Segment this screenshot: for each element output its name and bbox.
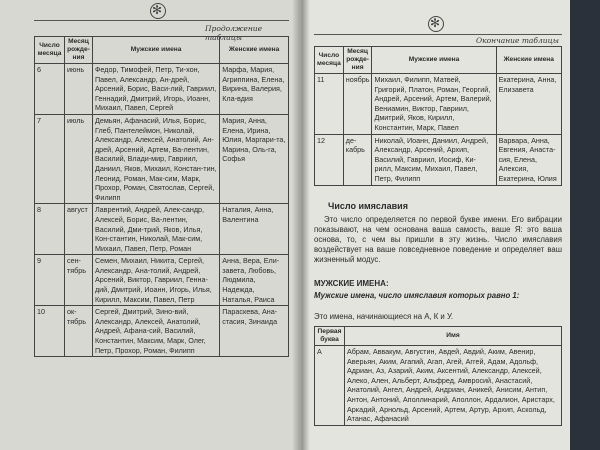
cell-month: июнь <box>64 64 92 115</box>
cell-male-names: Михаил, Филипп, Матвей, Григорий, Платон, Роман, Георгий, Андрей, Арсений, Артем, Валерий, Вениамин, Виктор, Гавриил, Дмитрий, Яков, Кирилл, Константин, Марк, Павел <box>372 74 496 135</box>
cell-male-names: Николай, Иоанн, Даниил, Андрей, Александр, Арсений, Архип, Василий, Гавриил, Иосиф, Ки-рилл, Максим, Михаил, Павел, Петр, Филипп <box>372 134 496 185</box>
table-row <box>35 114 289 203</box>
cell-male-names: Семен, Михаил, Никита, Сергей, Александр, Ана-толий, Андрей, Арсений, Виктор, Гавриил, Генна-дий, Дмитрий, Иоанн, Игорь, Илья, Кирилл, Максим, Павел, Петр <box>92 255 219 306</box>
cell-female-names: Марфа, Мария, Агриппина, Елена, Вирина, Валерия, Кла-вдия <box>220 64 289 115</box>
table-row <box>315 74 562 135</box>
cell-month: сен-тябрь <box>64 255 92 306</box>
table-header-row <box>315 327 562 346</box>
table-row <box>35 255 289 306</box>
cell-male-names: Федор, Тимофей, Петр, Ти-хон, Павел, Александр, Ан-дрей, Арсений, Борис, Васи-лий, Гавриил, Геннадий, Дмитрий, Игорь, Иоанн, Михаил, Павел, Сергей <box>92 64 219 115</box>
cell-male-names: Сергей, Дмитрий, Зино-вий, Александр, Алексей, Анатолий, Андрей, Афана-сий, Василий, Константин, Максим, Марк, Олег, Петр, Прохор, Роман, Филипп <box>92 306 219 357</box>
cell-month: июль <box>64 114 92 203</box>
cell-day: 7 <box>35 114 65 203</box>
letters-table <box>314 326 562 426</box>
header-month: Месяц рожде-ния <box>343 47 372 74</box>
header-day: Число месяца <box>35 37 65 64</box>
header-female: Женские имена <box>496 47 561 74</box>
cell-male-names: Лаврентий, Андрей, Алек-сандр, Алексей, Борис, Ва-лентин, Василий, Дми-трий, Яков, Илья, Кон-стантин, Николай, Мак-сим, Михаил, Павел, Петр, Роман <box>92 204 219 255</box>
table-row <box>35 64 289 115</box>
cell-female-names: Наталия, Анна, Валентина <box>220 204 289 255</box>
cell-month: ноябрь <box>343 74 372 135</box>
names-table-left <box>34 36 289 357</box>
cell-female-names: Параскева, Ана-стасия, Зинаида <box>220 306 289 357</box>
cell-female-names: Мария, Анна, Елена, Ирина, Юлия, Маргари-та, Марина, Оль-га, Софья <box>220 114 289 203</box>
header-day: Число месяца <box>315 47 344 74</box>
ornament-icon <box>428 16 444 32</box>
header-rule <box>314 34 562 35</box>
header-male: Мужские имена <box>92 37 219 64</box>
cell-female-names: Анна, Вера, Ели-завета, Любовь, Людмила, Надежда, Наталья, Раиса <box>220 255 289 306</box>
book-gutter <box>292 0 310 450</box>
subheading-italic: Мужские имена, число имяславия которых равно 1: <box>314 291 520 300</box>
cell-male-names: Демьян, Афанасий, Илья, Борис, Глеб, Пантелеймон, Николай, Александр, Алексей, Анатолий, Ан-дрей, Арсений, Артем, Ва-лентин, Василий, Влади-мир, Гавриил, Даниил, Яков, Михаил, Констан-тин, Леонид, Роман, Мак-сим, Марк, Прохор, Роман, Святослав, Сергей, Филипп <box>92 114 219 203</box>
table-row <box>35 204 289 255</box>
right-page <box>300 0 570 450</box>
cell-day: 6 <box>35 64 65 115</box>
cell-letter: А <box>315 346 345 426</box>
cell-day: 9 <box>35 255 65 306</box>
body-paragraph: Это число определяется по первой букве имени. Его вибрации показывают, на чем основана ваша самость, ваше Я: это ваша основа, то, с чем вы пришли в эту жизнь. Число имяславия воздействует на ваше повседневное поведение и определяет ваш жизненный модус. <box>314 215 562 264</box>
cell-names: Абрам, Аввакум, Августин, Авдей, Авдий, Аким, Авенир, Аверьян, Аким, Агапий, Агап, Агей, Аггей, Адам, Адольф, Адриан, Аз, Азарий, Аким, Аксентий, Александр, Алексей, Алеко, Ален, Альберт, Альфред, Амвросий, Анастасий, Анатолий, Ангел, Андрей, Андриан, Аникей, Анисим, Антип, Антон, Антоний, Аполлинарий, Аполлон, Ардалион, Аристарх, Аркадий, Арнольд, Арсений, Артем, Артур, Архип, Аскольд, Атанас, Афанасий <box>344 346 561 426</box>
table-header-row <box>35 37 289 64</box>
ornament-icon <box>150 3 166 19</box>
header-male: Мужские имена <box>372 47 496 74</box>
cell-day: 11 <box>315 74 344 135</box>
header-name: Имя <box>344 327 561 346</box>
table-caption: Продолжение таблицы <box>205 24 263 42</box>
table-row <box>315 134 562 185</box>
cell-month: август <box>64 204 92 255</box>
cell-female-names: Варвара, Анна, Евгения, Анаста-сия, Елена, Алексия, Екатерина, Юлия <box>496 134 561 185</box>
book-cover <box>570 0 600 450</box>
header-letter: Первая буква <box>315 327 345 346</box>
cell-month: ок-тябрь <box>64 306 92 357</box>
cell-day: 12 <box>315 134 344 185</box>
header-female: Женские имена <box>220 37 289 64</box>
cell-month: де-кабрь <box>343 134 372 185</box>
table-caption: Окончание таблицы <box>476 36 559 45</box>
section-title: Число имяславия <box>328 201 408 211</box>
body-line: Это имена, начинающиеся на А, К и У. <box>314 312 454 321</box>
cell-female-names: Екатерина, Анна, Елизавета <box>496 74 561 135</box>
table-row <box>35 306 289 357</box>
header-rule <box>34 20 289 21</box>
subheading: МУЖСКИЕ ИМЕНА: <box>314 279 389 288</box>
cell-day: 8 <box>35 204 65 255</box>
header-month: Месяц рожде-ния <box>64 37 92 64</box>
table-row <box>315 346 562 426</box>
table-header-row <box>315 47 562 74</box>
names-table-right <box>314 46 562 186</box>
cell-day: 10 <box>35 306 65 357</box>
